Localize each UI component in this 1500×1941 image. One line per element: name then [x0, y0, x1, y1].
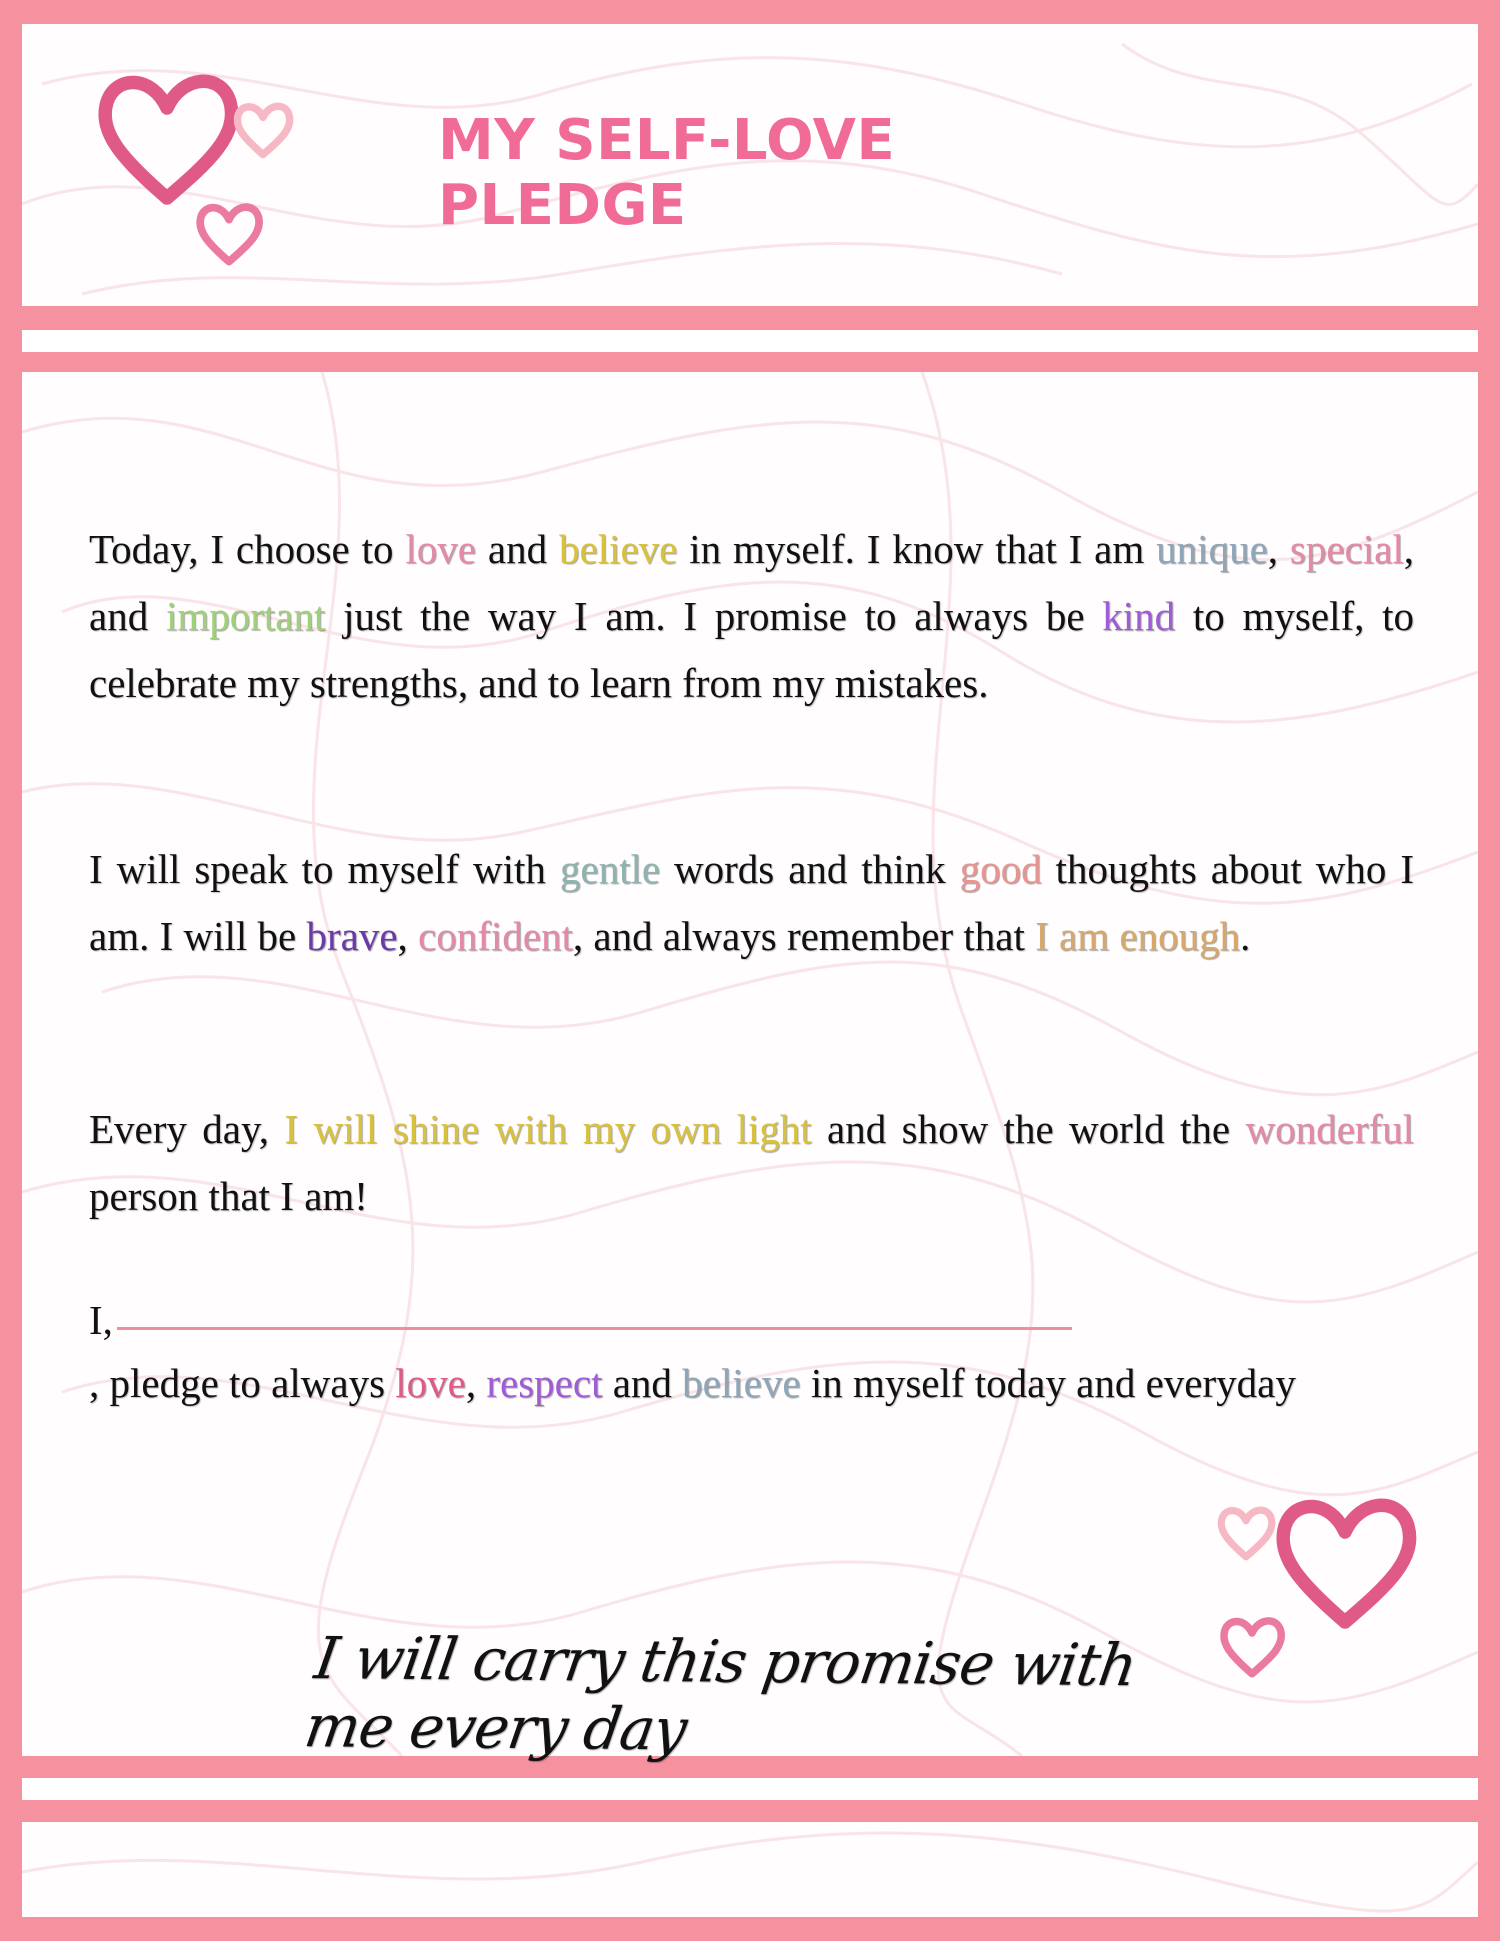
highlight-believe: believe	[558, 526, 678, 572]
text-segment: , and always remember that	[572, 913, 1036, 959]
name-blank[interactable]	[117, 1327, 1072, 1330]
text-segment: thoughts about who I am. I will be	[89, 846, 1414, 959]
text-segment: , pledge to always	[89, 1360, 396, 1406]
highlight-confident: confident	[418, 913, 573, 959]
highlight-important: important	[165, 593, 326, 639]
text-segment: in myself today and everyday	[800, 1360, 1296, 1406]
heart-icon	[1216, 1504, 1276, 1564]
highlight-wonderful: wonderful	[1245, 1106, 1415, 1152]
highlight-good: good	[959, 846, 1042, 892]
text-segment: just the way I am. I promise to always be	[325, 593, 1103, 639]
text-segment: Every day,	[89, 1106, 285, 1152]
highlight-special: special	[1289, 526, 1404, 572]
footer-divider	[22, 1778, 1478, 1800]
text-segment: and show the world the	[811, 1106, 1246, 1152]
highlight-shine: I will shine with my own light	[284, 1106, 812, 1152]
highlight-kind: kind	[1102, 593, 1176, 639]
highlight-gentle: gentle	[559, 846, 661, 892]
text-segment: and	[602, 1360, 683, 1406]
highlight-believe: believe	[682, 1360, 801, 1406]
heart-icon	[194, 200, 264, 270]
pledge-statement	[89, 1350, 1414, 1417]
footer-panel	[22, 1822, 1478, 1917]
name-line	[89, 1296, 1089, 1344]
highlight-unique: unique	[1156, 526, 1268, 572]
text-segment: in myself. I know that I am	[677, 526, 1157, 572]
header-divider	[22, 330, 1478, 352]
name-prefix: I,	[89, 1297, 113, 1343]
text-segment: words and think	[660, 846, 960, 892]
text-segment: to myself, to celebrate my strengths, and to learn from my mistakes.	[89, 593, 1414, 706]
paragraph-1	[89, 516, 1414, 717]
highlight-love: love	[395, 1360, 466, 1406]
heart-icon	[232, 100, 294, 162]
paragraph-3	[89, 1096, 1414, 1230]
text-segment: ,	[397, 913, 419, 959]
closing-line: I will carry this promise with me every day	[300, 1624, 1141, 1764]
text-segment: ,	[465, 1360, 487, 1406]
heart-icon	[1270, 1490, 1420, 1640]
highlight-enough: I am enough	[1035, 913, 1241, 959]
highlight-brave: brave	[306, 913, 398, 959]
text-segment: I will speak to myself with	[89, 846, 560, 892]
highlight-respect: respect	[486, 1360, 603, 1406]
text-segment: ,	[1267, 526, 1290, 572]
page-title: MY SELF-LOVE PLEDGE	[438, 108, 896, 238]
highlight-love: love	[405, 526, 476, 572]
text-segment: Today, I choose to	[89, 526, 406, 572]
text-segment: .	[1240, 913, 1251, 959]
text-segment: and	[476, 526, 559, 572]
text-segment: , and	[89, 526, 1414, 639]
paragraph-2	[89, 836, 1414, 970]
background-swirls	[22, 1822, 1478, 1917]
heart-icon	[92, 66, 242, 216]
text-segment: person that I am!	[89, 1173, 368, 1219]
heart-icon	[1218, 1614, 1286, 1682]
